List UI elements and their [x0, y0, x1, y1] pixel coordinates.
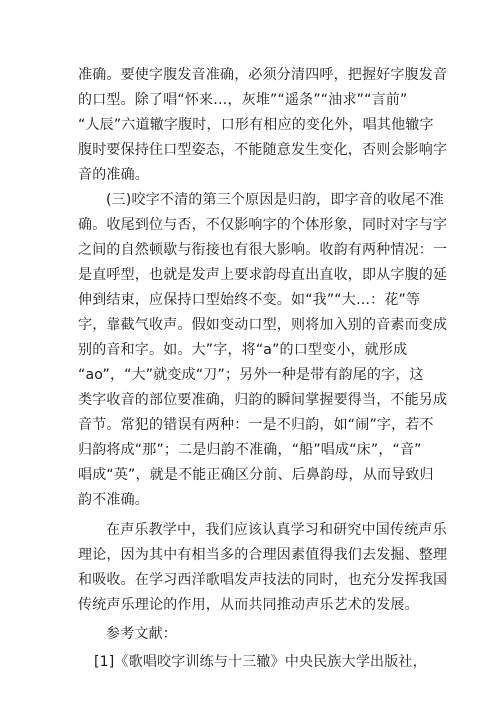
- paragraph-2-line-9: 类字收音的部位要准确，归韵的瞬间掌握要得当，不能另成: [78, 392, 448, 408]
- paragraph-3-line-4: 传统声乐理论的作用，从而共同推动声乐艺术的发展。: [78, 597, 419, 613]
- paragraph-2-line-5: 伸到结束，应保持口型始终不变。如“我”“大…：花”等: [78, 292, 421, 308]
- paragraph-1-line-2: 的口型。除了唱“怀来…，灰堆”“遥条”“油求”“言前”: [78, 92, 408, 108]
- paragraph-3-line-2: 理论，因为其中有相当多的合理因素值得我们去发掘、整理: [78, 547, 448, 563]
- paragraph-2-line-8: “ao”，“大”就变成“刀”；另外一种是带有韵尾的字，这: [78, 367, 424, 383]
- paragraph-3-line-3: 和吸收。在学习西洋歌唱发声技法的同时，也充分发挥我国: [78, 572, 448, 588]
- paragraph-3-line-1: 在声乐教学中，我们应该认真学习和研究中国传统声乐: [106, 522, 447, 538]
- paragraph-2-line-4: 是直呼型，也就是发声上要求韵母直出直收，即从字腹的延: [78, 267, 448, 283]
- references-heading: 参考文献：: [106, 626, 177, 642]
- paragraph-2-line-1: (三)咬字不清的第三个原因是归韵，即字音的收尾不准: [106, 192, 444, 208]
- paragraph-2-line-6: 字，靠截气收声。假如变动口型，则将加入别的音素而变成: [78, 317, 448, 333]
- paragraph-1-line-4: 腹时要保持住口型姿态，不能随意发生变化，否则会影响字: [78, 142, 448, 158]
- paragraph-1-line-5: 音的准确。: [78, 167, 149, 183]
- paragraph-1-line-3: “人辰”六道辙字腹时，口形有相应的变化外，唱其他辙字: [78, 117, 434, 133]
- paragraph-2-line-3: 之间的自然顿歇与衔接也有很大影响。收韵有两种情况：一: [78, 242, 448, 258]
- paragraph-2-line-2: 确。收尾到位与否，不仅影响字的个体形象，同时对字与字: [78, 217, 448, 233]
- paragraph-1-line-1: 准确。要使字腹发音准确，必须分清四呼，把握好字腹发音: [78, 67, 448, 83]
- paragraph-2-line-7: 别的音和字。如。大”字，将“a”的口型变小，就形成: [78, 342, 408, 358]
- paragraph-2-line-11: 归韵将成“那”；二是归韵不准确，“船”唱成“床”，“音”: [78, 442, 422, 458]
- paragraph-2-line-12: 唱成“英”，就是不能正确区分前、后鼻韵母，从而导致归: [78, 467, 434, 483]
- reference-item-1: [1]《歌唱咬字训练与十三辙》中央民族大学出版社，: [94, 654, 427, 670]
- paragraph-2-line-13: 韵不准确。: [78, 492, 149, 508]
- paragraph-2-line-10: 音节。常犯的错误有两种：一是不归韵，如“闹”字，若不: [78, 417, 434, 433]
